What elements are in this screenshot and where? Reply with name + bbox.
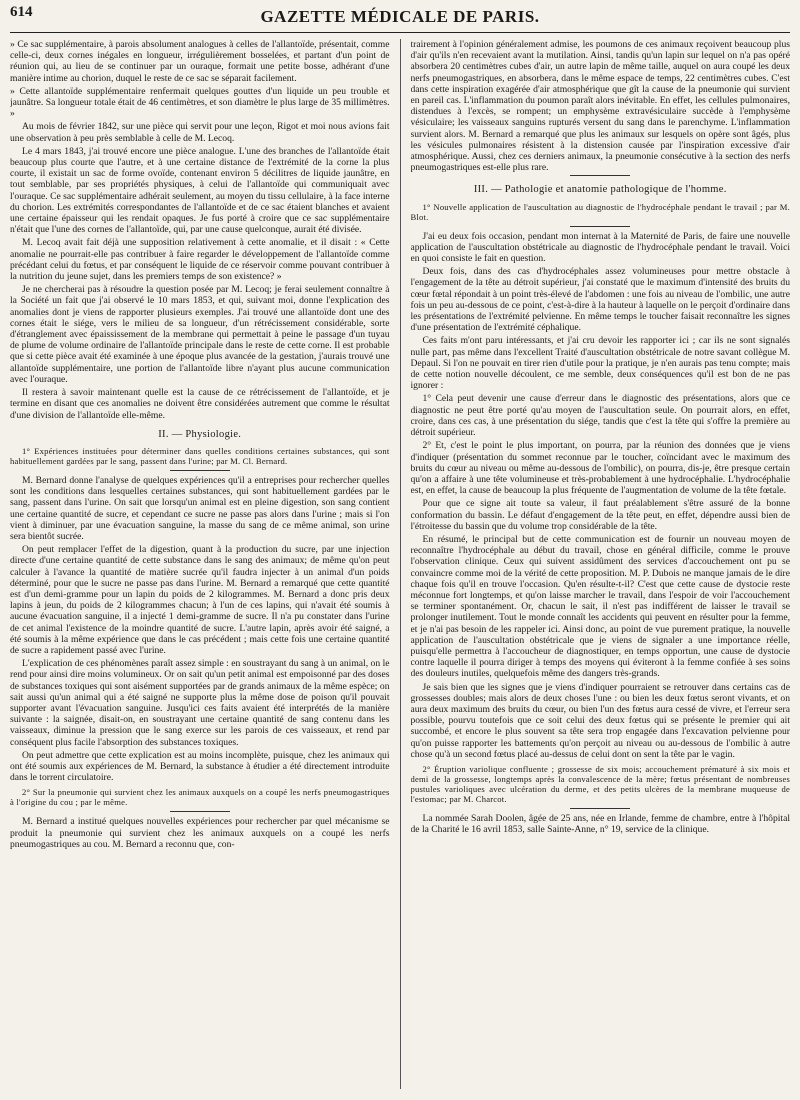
page-number: 614 [10, 4, 33, 20]
paragraph: Je sais bien que les signes que je viens d'indiquer pourraient se retrouver dans certains cas de grossesses doubles; mais alors de deux choses l'une : ou bien les deux fœtus seront vivants, et on aura deux maximum des bruits du cœur, ou bien l'un des fœtus aura cessé de vivre, et l'erreur sera possible, pourvu toutefois que ce soit celui des deux fœtus qui se présente le premier qui ait succombé, et encore le plus souvent sa tête sera trop engagée dans l'excavation pelvienne pour qu'on puisse rapporter les battements qu'on perçoit au niveau ou au-dessous de l'ombilic à autre chose qu'à un second fœtus placé au-dessus de celui dont on sent la tête par le vagin. [410, 681, 790, 760]
article-columns [10, 39, 790, 1089]
subsection-title: 2° Sur la pneumonie qui survient chez les animaux auxquels on a coupé les nerfs pneumogastriques à l'origine du cou ; par le même. [10, 787, 390, 808]
right-column [411, 39, 791, 1089]
paragraph: 2° Et, c'est le point le plus important, on pourra, par la réunion des données que je viens d'indiquer (présentation du sommet reconnue par le toucher, coïncidant avec le maximum des bruits du cœur au niveau ou même au-dessous de l'ombilic), on pourra, dis-je, être presque certain qu'on a affaire à une tête volumineuse et très-probablement à une hydrocéphalie. L'hydrocéphalie est, en effet, la cause de beaucoup la plus fréquente de l'augmentation de volume de la tête fœtale. [410, 440, 790, 497]
page-header [10, 4, 790, 33]
left-mid-paragraphs [10, 475, 390, 783]
column-separator [400, 39, 401, 1089]
paragraph: En résumé, le principal but de cette communication est de fournir un nouveau moyen de reconnaître l'hydrocéphale au début du travail, chose en général difficile, comme le prouve l'observation clinique. Ceux qui suivent assidûment des services d'accouchement ont pu se convaincre comme moi de la vérité de cette proposition. M. P. Dubois ne manque jamais de le dire chaque fois qu'il en trouve l'occasion. Qu'en résulte-t-il? C'est que cette cause de dystocie reste méconnue fort longtemps, et qu'on laisse marcher le travail, dans l'espoir de voir l'accouchement se terminer spontanément. Or, chacun le sait, il n'est pas indifférent de laisser le travail se prolonger inutilement. Tout le monde connaît les accidents qui peuvent en résulter pour la femme, et je n'ai pas besoin de les rappeler ici. Ainsi donc, au point de vue purement pratique, la nouvelle application de l'auscultation obstétricale que je viens de signaler a une importance réelle, puisqu'elle permettra à l'accoucheur de diagnostiquer, en temps opportun, une cause de dystocie contre laquelle il pourra diriger à temps des moyens qui éviteront à la femme confiée à ses soins des douleurs inutiles, quelquefois même des dangers très-grands. [410, 533, 790, 680]
paragraph: » Ce sac supplémentaire, à parois absolument analogues à celles de l'allantoïde, présentait, comme celle-ci, deux cornes inégales en longueur, irrégulièrement bosselées, et partant d'un point de réunion qui, au lieu de se continuer par un ouraque, formait une petite bosse, adhérant d'une manière intime au chorion, duquel le reste de ce sac se séparait facilement. [10, 39, 390, 84]
journal-title: GAZETTE MÉDICALE DE PARIS. [260, 7, 540, 26]
divider [170, 811, 230, 812]
subsection-title: 2° Éruption variolique confluente ; grossesse de six mois; accouchement prématuré à six mois et demi de la grossesse, longtemps après la convalescence de la mère; fœtus présentant de nombreuses pustules varioliques avec ulcération du derme, et des petits ulcères de la membrane muqueuse de l'estomac; par M. Charcot. [410, 763, 790, 804]
divider [570, 808, 630, 809]
paragraph: M. Bernard donne l'analyse de quelques expériences qu'il a entreprises pour rechercher quelles sont les conditions dans lesquelles certaines substances, qui sont habituellement gardées par le sang, passent dans l'urine. On sait que lorsqu'un animal est en pleine digestion, son sang contient une certaine quantité de sucre, et cependant ce sucre ne passe pas alors dans l'urine ; mais si l'on vient à diminuer, par une évacuation sanguine, la masse du sang de ce même animal, son urine sera bientôt sucrée. [10, 474, 390, 542]
paragraph: trairement à l'opinion généralement admise, les poumons de ces animaux reçoivent beaucoup plus d'air qu'ils n'en recevaient avant la mutilation. Ainsi, tandis qu'un lapin sur lequel on n'a pas opéré absorbera 20 centimètres cubes d'air, un autre lapin de même taille, auquel on aura coupé les deux nerfs pneumogastriques, en absorbera, dans le même espace de temps, 22 centimètres cubes. C'est dans cette inspiration exagérée d'air atmosphérique que gît la cause de la pneumonie qui survient en pareil cas. L'inflammation du poumon paraît alors inévitable. En effet, les cellules pulmonaires, distendues à l'excès, se rompent; un emphysème extravésiculaire succède à l'emphysème vésiculaire; les vaisseaux sanguins rupturés versent du sang dans le parenchyme. L'inflammation survient alors. M. Bernard a remarqué que plus les animaux sur lesquels on opère sont âgés, plus les vésicules pulmonaires résistent à la distension causée par l'inspiration excessive d'air atmosphérique. Aussi, chez ces derniers animaux, la pneumonie consécutive à la section des nerfs pneumogastriques est-elle plus rare. [410, 39, 790, 174]
paragraph: On peut remplacer l'effet de la digestion, quant à la production du sucre, par une injection directe d'une certaine quantité de cette substance dans le sang des animaux; de même qu'on peut calculer à l'avance la quantité de matière sucrée qu'il faudra injecter à un animal d'un poids déterminé, pour que le sucre ne passe pas dans l'urine. M. Bernard a remarqué que cette quantité est d'un demi-gramme pour un lapin du poids de 2 kilogrammes. M. Bernard a donc pris deux lapins à jeun, du poids de 2 kilogrammes chacun; à l'un de ces lapins, qui n'avait été soumis à aucune évacuation sanguine, il a injecté 1 demi-gramme de sucre. Il n'a pu constater dans l'urine de cet animal l'existence de la moindre quantité de sucre. L'autre lapin, après avoir été saigné, a été soumis à la même expérience que dans le cas précédent ; mais cette fois une certaine quantité de sucre a rapidement passé avec l'urine. [10, 544, 390, 656]
paragraph: Il restera à savoir maintenant quelle est la cause de ce rétrécissement de l'allantoïde, et je termine en disant que ces anomalies ne doivent être considérées autrement que comme le résultat d'une division de l'allantoïde elle-même. [10, 387, 390, 421]
paragraph: On peut admettre que cette explication est au moins incomplète, puisque, chez les animaux qui ont été soumis aux expériences de M. Bernard, la substance à étudier a été directement introduite dans le torrent circulatoire. [10, 749, 390, 784]
section-title-pathologie: III. — Pathologie et anatomie pathologique de l'homme. [473, 184, 727, 196]
paragraph: La nommée Sarah Doolen, âgée de 25 ans, née en Irlande, femme de chambre, entre à l'hôpital de la Charité le 16 avril 1853, salle Sainte-Anne, n° 19, service de la clinique. [410, 812, 790, 836]
paragraph: Deux fois, dans des cas d'hydrocéphales assez volumineuses pour mettre obstacle à l'engagement de la tête au détroit supérieur, j'ai constaté que le maximum d'intensité des bruits du cœur fœtal répondait à un point très-élevé de l'abdomen : une fois au niveau de l'ombilic, une autre fois un peu au-dessous de ce point, c'est-à-dire à la hauteur à laquelle on le perçoit d'ordinaire dans les présentations de l'extrémité pelvienne. En même temps le toucher faisait reconnaître les signes d'une présentation de l'extrémité céphalique. [410, 266, 790, 334]
subsection-title: 1° Expériences instituées pour déterminer dans quelles conditions certaines substances, qui sont habituellement gardées par le sang, passent dans l'urine; par M. Cl. Bernard. [10, 445, 390, 466]
divider [570, 175, 630, 176]
divider [170, 470, 230, 471]
paragraph: 1° Cela peut devenir une cause d'erreur dans le diagnostic des présentations, alors que ce diagnostic ne peut être porté qu'au moyen de l'auscultation seule. On pourrait alors, en effet, croire, dans ces cas, à une présentation du siége, tandis que c'est la tête qui s'offre la première au détroit supérieur. [410, 393, 790, 439]
divider [570, 226, 630, 227]
paragraph: Je ne chercherai pas à résoudre la question posée par M. Lecoq; je ferai seulement connaître à la Société un fait que j'ai observé le 10 mars 1853, et qui, suivant moi, donne l'explication des anomalies dont je viens de rapporter plusieurs exemples. J'ai trouvé une allantoïde dont une des cornes était le siége, vers le milieu de sa longueur, d'un rétrécissement considérable, sorte d'étranglement avec épaississement de la membrane qui permettait à peine le passage d'un tuyau de plume de volume ordinaire de l'allantoïde principale dans le reste de cette corne. Il est probable que si cette pièce avait été examinée à une époque plus avancée de la gestation, j'aurais trouvé une allantoïde supplémentaire, une portion de l'allantoïde libre n'ayant plus aucune communication avec l'ouraque. [10, 284, 390, 385]
right-mid-paragraphs [411, 231, 791, 760]
paragraph: » Cette allantoïde supplémentaire renfermait quelques gouttes d'un liquide un peu trouble et jaunâtre. Sa longueur totale était de 46 centimètres, et son diamètre le plus large de 35 millimètres. » [10, 85, 390, 120]
left-column [10, 39, 390, 1089]
left-top-paragraphs [10, 39, 390, 421]
paragraph: Le 4 mars 1843, j'ai trouvé encore une pièce analogue. L'une des branches de l'allantoïde était beaucoup plus courte que l'autre, et à une certaine distance de l'extrémité de la corne la plus courte, il existait un sac de forme ovoïde, contenant environ 5 décilitres de liquide jaunâtre, en tout semblable, par ses propriétés physiques, à celui de l'allantoïde qui communiquait avec l'ouraque. Ce sac supplémentaire adhérait seulement, au moyen du tissu cellulaire, à la face interne du chorion. Les extrémités correspondantes de l'allantoïde et de ce sac étaient blanches et avaient une certaine épaisseur qui les rendait opaques. Je fus porté à croire que ce sac supplémentaire n'était que l'une des cornes de l'allantoïde, qui, par une cause quelconque, aurait été divisée. [10, 145, 390, 236]
paragraph: M. Bernard a institué quelques nouvelles expériences pour rechercher par quel mécanisme se produit la pneumonie qui survient chez les animaux auxquels on a coupé les nerfs pneumogastriques au cou. M. Bernard a reconnu que, con- [10, 816, 390, 850]
paragraph: L'explication de ces phénomènes paraît assez simple : en soustrayant du sang à un animal, on le rend pour ainsi dire moins volumineux. Or on sait qu'un petit animal est empoisonné par des doses de substances toxiques qui sont aisément supportées par de grands animaux de la même espèce; on sait aussi qu'un animal qui a été saigné ne supporte plus la même dose de poison qu'il pouvait supporter avant l'évacuation sanguine. Jusqu'ici ces faits avaient été interprétés de la manière suivante : la saignée, disait-on, en soustrayant une certaine quantité de sang contenu dans les vaisseaux, diminue la pression que le sang exerce sur les parois de ces vaisseaux, et rend par conséquent plus facile l'absorption des substances toxiques. [10, 658, 390, 748]
right-top-paragraphs [411, 39, 791, 173]
section-title-physiologie: II. — Physiologie. [158, 428, 242, 440]
paragraph: J'ai eu deux fois occasion, pendant mon internat à la Maternité de Paris, de faire une nouvelle application de l'auscultation obstétricale au diagnostic de l'hydrocéphale pendant le travail. Voici en quoi consiste le fait en question. [410, 230, 790, 265]
paragraph: M. Lecoq avait fait déjà une supposition relativement à cette anomalie, et il disait : « Cette anomalie ne pourrait-elle pas contribuer à faire regarder le développement de l'allantoïde comme précédant celui du fœtus, et par conséquent le liquide de ce réservoir comme pouvant contribuer à la nutrition du jeune sujet, dans les premiers temps de son existence? » [10, 237, 390, 283]
paragraph: Ces faits m'ont paru intéressants, et j'ai cru devoir les rapporter ici ; car ils ne sont signalés nulle part, pas même dans l'excellent Traité d'auscultation obstétricale de notre savant collègue M. Depaul. Si l'on ne pouvait en tirer rien d'utile pour la pratique, je n'en aurais pas tenu compte; mais de cette notion nouvelle découlent, ce me semble, deux conséquences qu'il est bon de ne pas ignorer : [410, 335, 790, 392]
subsection-title: 1° Nouvelle application de l'auscultation au diagnostic de l'hydrocéphale pendant le travail ; par M. Blot. [410, 201, 790, 222]
paragraph: Au mois de février 1842, sur une pièce qui servit pour une leçon, Rigot et moi nous avions fait une observation à peu près semblable à celle de M. Lecoq. [10, 121, 390, 144]
right-bottom-paragraphs [411, 813, 791, 835]
paragraph: Pour que ce signe ait toute sa valeur, il faut préalablement s'être assuré de la bonne conformation du bassin. Le défaut d'engagement de la tête peut, en effet, dépendre aussi bien de l'étroitesse du bassin que du volume trop considérable de la tête. [410, 498, 790, 532]
left-bottom-paragraphs [10, 816, 390, 850]
